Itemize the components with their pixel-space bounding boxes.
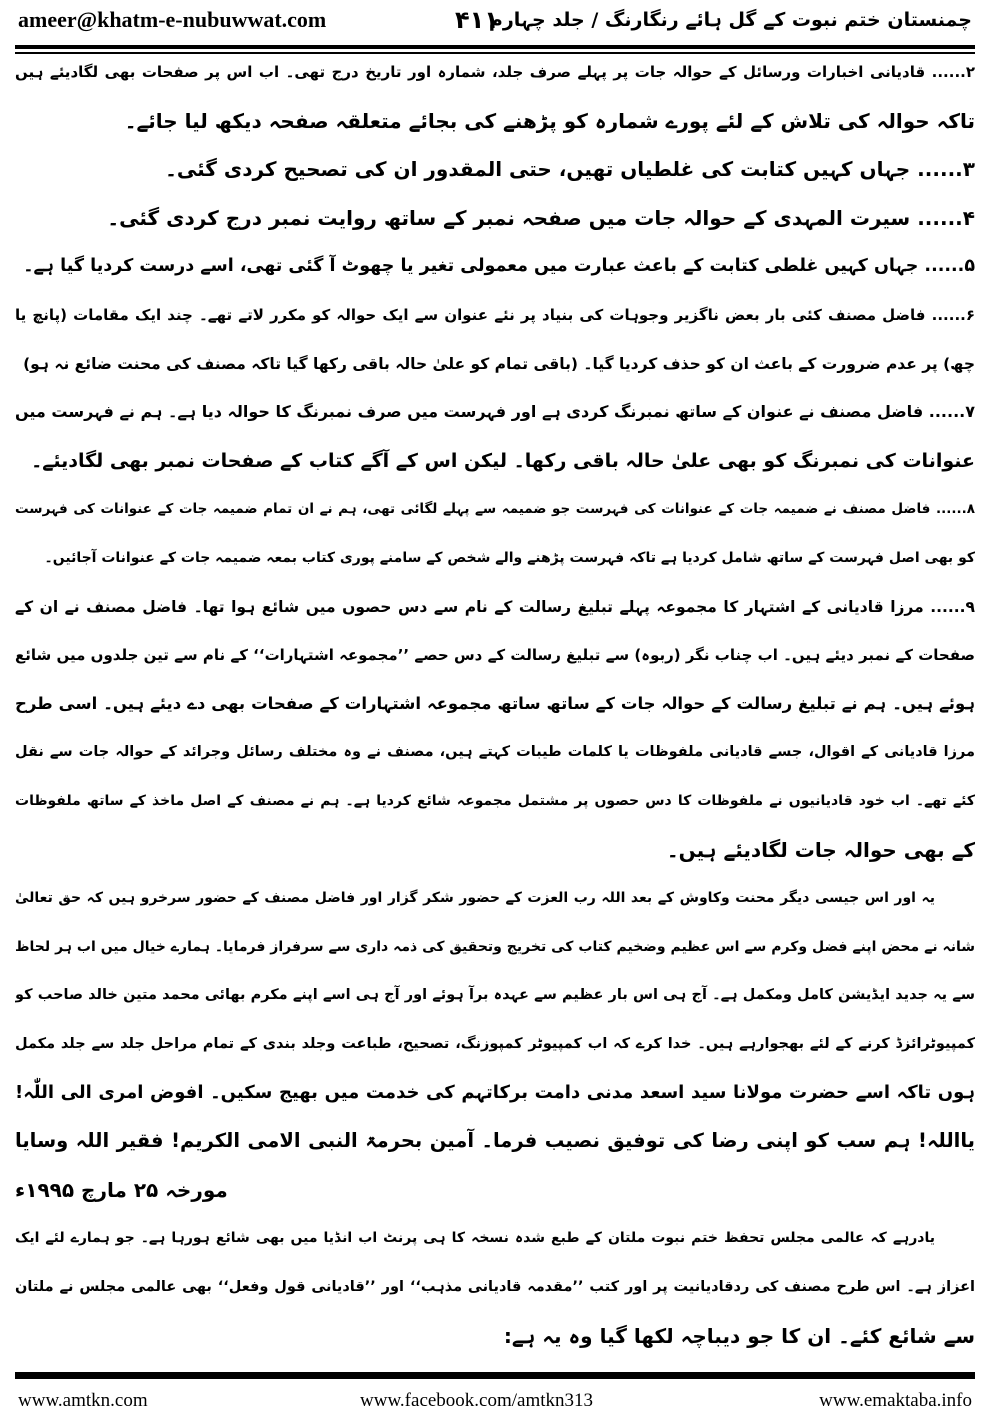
text-line: تاکہ حوالہ کی تلاش کے لئے پورے شمارہ کو پڑھنے کی بجائے متعلقہ صفحہ دیکھ لیا جائے۔ [124,108,975,133]
footer-link-facebook[interactable]: www.facebook.com/amtkn313 [360,1390,594,1411]
text-line: سے شائع کئے۔ ان کا جو دیباچہ لکھا گیا وہ یہ ہے: [503,1323,975,1348]
text-line: ۸...... فاضل مصنف نے ضمیمہ جات کے عنوانات کی فہرست جو ضمیمہ سے پہلے لگائی تھی، ہم نے ان تمام ضمیمہ جات کے عنوانات کی فہرست [15,501,975,518]
text-line: ۴...... سیرت المہدی کے حوالہ جات میں صفحہ نمبر کے ساتھ روایت نمبر درج کردی گئی۔ [107,205,975,230]
header-rule [15,45,975,49]
text-line: مرزا قادیانی کے اقوال، جسے قادیانی ملفوظات یا کلمات طیبات کہتے ہیں، مصنف نے وہ مختلف رسائل وجرائد کے حوالہ جات سے نقل [15,744,975,761]
text-line: اعزاز ہے۔ اس طرح مصنف کی ردقادیانیت پر اور کتب ’’مقدمہ قادیانی مذہب‘‘ اور ’’قادیانی قول وفعل‘‘ بھی عالمی مجلس نے ملتان [15,1279,975,1295]
text-line: عنوانات کی نمبرنگ کو بھی علیٰ حالہ باقی رکھا۔ لیکن اس کے آگے کتاب کے صفحات نمبر بھی لگادیئے۔ [31,449,975,472]
text-line: ہوں تاکہ اسے حضرت مولانا سید اسعد مدنی دامت برکاتہم کی خدمت میں بھیج سکیں۔ افوض امری الی اللّٰہ! [15,1081,975,1103]
text-line: ۵...... جہاں کہیں غلطی کتابت کے باعث عبارت میں معمولی تغیر یا چھوٹ آ گئی تھی، اسے درست کردیا گیا ہے۔ [23,256,975,277]
date-line: مورخہ ۲۵ مارچ ۱۹۹۵ء [15,1177,228,1202]
text-line: شانہ نے محض اپنے فضل وکرم سے اس عظیم وضخیم کتاب کی تخریج وتحقیق کی ذمہ داری سے سرفراز فرمایا۔ ہمارے خیال میں اب ہر لحاظ [15,938,975,955]
text-line: چھ) پر عدم ضرورت کے باعث ان کو حذف کردیا گیا۔ (باقی تمام کو علیٰ حالہ باقی رکھا گیا تاکہ مصنف کی محنت ضائع نہ ہو) [23,354,975,373]
text-line: یادرہے کہ عالمی مجلس تحفظ ختم نبوت ملتان کے طبع شدہ نسخہ کا ہی پرنٹ اب انڈیا میں بھی شائع ہورہا ہے۔ جو ہمارے لئے ایک [15,1230,935,1247]
text-line: یااللہ! ہم سب کو اپنی رضا کی توفیق نصیب فرما۔ آمین بحرمۃ النبی الامی الکریم! فقیر اللہ وسایا [15,1129,975,1153]
text-line: ۷...... فاضل مصنف نے عنوان کے ساتھ نمبرنگ کردی ہے اور فہرست میں صرف نمبرنگ کا حوالہ دیا ہے۔ ہم نے فہرست میں [15,402,975,422]
text-line: کمپیوٹرائزڈ کرنے کے لئے بھجوارہے ہیں۔ خدا کرے کہ اب کمپیوٹر کمپوزنگ، تصحیح، طباعت وجلد بندی کے تمام مراحل جلد سے جلد مکمل [15,1036,975,1052]
text-line: کو بھی اصل فہرست کے ساتھ شامل کردیا ہے تاکہ فہرست پڑھنے والے شخص کے سامنے پوری کتاب بمعہ ضمیمہ جات کے عنوانات آجائیں۔ [44,550,975,566]
text-line: ہوئے ہیں۔ ہم نے تبلیغ رسالت کے حوالہ جات کے ساتھ ساتھ مجموعہ اشتہارات کے صفحات بھی دے دیئے ہیں۔ اسی طرح [15,693,975,713]
footer-rule [15,1372,975,1379]
text-line: کے بھی حوالہ جات لگادیئے ہیں۔ [666,837,975,862]
footer-link-emaktaba[interactable]: www.emaktaba.info [819,1390,972,1411]
text-line: ۶...... فاضل مصنف کئی بار بعض ناگزیر وجوہات کی بنیاد پر نئے عنوان سے ایک حوالہ کو مکرر لاتے تھے۔ چند ایک مقامات (پانچ یا [15,306,975,324]
text-line: کئے تھے۔ اب خود قادیانیوں نے ملفوظات کا دس حصوں پر مشتمل مجموعہ شائع کردیا ہے۔ ہم نے مصنف کے اصل ماخذ کے ساتھ ملفوظات [15,793,975,809]
text-line: ۲...... قادیانی اخبارات ورسائل کے حوالہ جات پر پہلے صرف جلد، شمارہ اور تاریخ درج تھی۔ اب اس پر صفحات بھی لگادیئے ہیں [15,63,975,81]
text-line: سے یہ جدید ایڈیشن کامل ومکمل ہے۔ آج ہی اس بار عظیم سے عہدہ برآ ہوئے اور آج ہی اسے اپنے مکرم بھائی محمد متین خالد صاحب کو [15,987,975,1004]
footer-link-amtkn[interactable]: www.amtkn.com [18,1390,148,1411]
header-email: ameer@khatm-e-nubuwwat.com [18,7,327,32]
text-line: یہ اور اس جیسی دیگر محنت وکاوش کے بعد اللہ رب العزت کے حضور شکر گزار اور فاضل مصنف کے حضور سرخرو ہیں کہ حق تعالیٰ [15,890,935,907]
text-line: ۳...... جہاں کہیں کتابت کی غلطیاں تھیں، حتی المقدور ان کی تصحیح کردی گئی۔ [165,157,975,182]
text-line: صفحات کے نمبر دیئے ہیں۔ اب چناب نگر (ربوہ) سے تبلیغ رسالت کے دس حصے ’’مجموعہ اشتہارات‘‘ کے نام سے تین جلدوں میں شائع [15,646,975,665]
book-title: چمنستان ختم نبوت کے گل ہائے رنگارنگ / جلد چہارم [488,9,972,31]
text-line: ۹...... مرزا قادیانی کے اشتہار کا مجموعہ پہلے تبلیغ رسالت کے نام سے دس حصوں میں شائع ہوا تھا۔ فاضل مصنف نے ان کے [15,597,975,616]
page-number: ۴۱۱ [455,6,499,34]
